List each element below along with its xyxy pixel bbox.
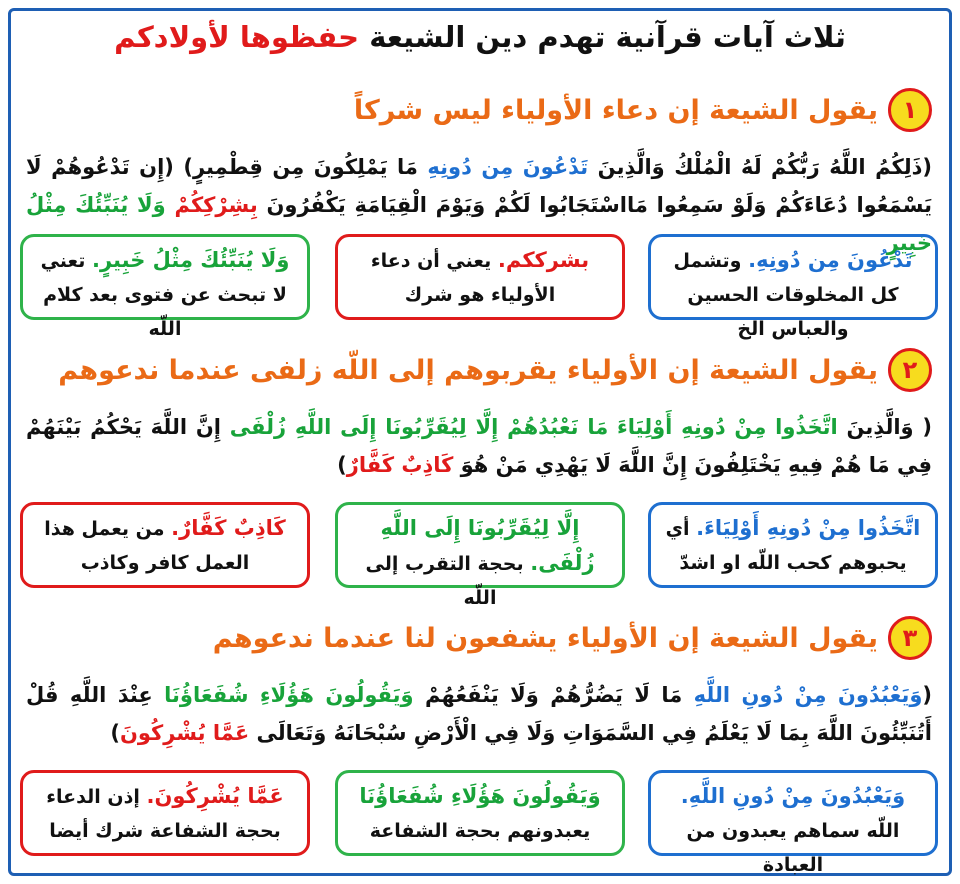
section-3-verse <box>26 676 932 752</box>
verse-highlight: تَدْعُونَ مِن دُونِهِ <box>427 155 589 179</box>
section-1-number-badge: ١ <box>888 88 932 132</box>
section-1-heading <box>354 88 932 132</box>
verse-text: عِنْدَ اللَّهِ قُلْ أَتُنَبِّئُونَ اللَّهَ بِمَا لَا يَعْلَمُ فِي السَّمَوَاتِ وَلَا فِي الْأَرْضِ سُبْحَانَهُ وَتَعَالَى <box>26 683 932 745</box>
verse-highlight: كَاذِبٌ كَفَّارٌ <box>346 453 454 477</box>
title-highlight: حفظوها لأولادكم <box>114 20 360 54</box>
section-2-box-3 <box>20 502 310 588</box>
box-text: يعني أن دعاء الأولياء هو شرك <box>370 250 556 306</box>
box-text: اللّه سماهم يعبدون من العبادة <box>686 820 900 876</box>
section-1-box-1 <box>648 234 938 340</box>
box-text: وتشمل كل المخلوقات الحسين والعباس الخ <box>673 250 899 340</box>
verse-text: مَا لَا يَضُرُّهُمْ وَلَا يَنْفَعُهُمْ <box>413 683 694 707</box>
verse-text: مَا يَمْلِكُونَ مِن قِطْمِيرٍ) (إِن تَدْعُوهُمْ لَا يَسْمَعُوا دُعَاءَكُمْ وَلَوْ سَمِعُوا مَااسْتَجَابُوا لَكُمْ وَيَوْمَ الْقِيَامَةِ يَكْفُرُونَ <box>26 155 932 217</box>
box-highlight: وَيَقُولُونَ هَؤُلَاءِ شُفَعَاؤُنَا <box>359 784 601 808</box>
verse-highlight: وَيَقُولُونَ هَؤُلَاءِ شُفَعَاؤُنَا <box>164 683 414 707</box>
title-main: ثلاث آيات قرآنية تهدم دين الشيعة <box>369 20 846 54</box>
section-2-box-2 <box>335 502 625 609</box>
section-3-box-3 <box>20 770 310 856</box>
section-3-box-1 <box>648 770 938 876</box>
box-text: تعني لا تبحث عن فتوى بعد كلام اللّه <box>40 250 287 340</box>
section-2-heading-text: يقول الشيعة إن الأولياء يقربوهم إلى اللّه زلفى عندما ندعوهم <box>58 354 878 386</box>
section-2-box-1 <box>648 502 938 588</box>
box-highlight: عَمَّا يُشْرِكُونَ. <box>146 784 284 808</box>
verse-text: ( وَالَّذِينَ <box>837 415 932 439</box>
verse-text: إِنَّ اللَّهَ يَحْكُمُ بَيْنَهُمْ فِي مَا هُمْ فِيهِ يَخْتَلِفُونَ إِنَّ اللَّهَ لَا يَهْدِي مَنْ هُوَ <box>26 415 932 477</box>
section-1-box-3 <box>20 234 310 340</box>
box-highlight: كَاذِبٌ كَفَّارٌ. <box>171 516 286 540</box>
box-text: أي يحبوهم كحب اللّه او اشدّ <box>665 518 907 574</box>
box-highlight: وَيَعْبُدُونَ مِنْ دُونِ اللَّهِ. <box>680 784 906 808</box>
verse-text <box>166 193 175 217</box>
verse-text: ) <box>110 721 120 745</box>
box-text: بحجة التقرب إلى اللّه <box>365 553 531 609</box>
section-3-box-2 <box>335 770 625 856</box>
section-2-heading <box>58 348 932 392</box>
verse-highlight: وَلَا يُنَبِّئُكَ مِثْلُ خَبِيرٍ <box>26 193 932 255</box>
section-3-number-badge: ٣ <box>888 616 932 660</box>
section-3-heading-text: يقول الشيعة إن الأولياء يشفعون لنا عندما ندعوهم <box>212 622 878 654</box>
section-1-heading-text: يقول الشيعة إن دعاء الأولياء ليس شركاً <box>353 94 878 126</box>
verse-text: (ذَلِكُمُ اللَّهُ رَبُّكُمْ لَهُ الْمُلْكُ وَالَّذِينَ <box>588 155 933 179</box>
box-highlight: تَدْعُونَ مِن دُونِهِ. <box>748 248 913 272</box>
section-1-box-2 <box>335 234 625 320</box>
box-highlight: بشرككم. <box>497 248 590 272</box>
verse-highlight: بِشِرْكِكُمْ <box>174 193 258 217</box>
box-highlight: وَلَا يُنَبِّئُكَ مِثْلُ خَبِيرٍ. <box>92 248 290 272</box>
page-title <box>40 20 920 54</box>
section-2-number-badge: ٢ <box>888 348 932 392</box>
verse-highlight: وَيَعْبُدُونَ مِنْ دُونِ اللَّهِ <box>693 683 923 707</box>
section-2-verse <box>26 408 932 484</box>
verse-text: ) <box>337 453 347 477</box>
verse-highlight: عَمَّا يُشْرِكُونَ <box>119 721 250 745</box>
box-text: يعبدونهم بحجة الشفاعة <box>369 820 591 842</box>
verse-highlight: اتَّخَذُوا مِنْ دُونِهِ أَوْلِيَاءَ مَا نَعْبُدُهُمْ إِلَّا لِيُقَرِّبُونَا إِلَى اللَّهِ زُلْفَى <box>229 415 838 439</box>
box-text: إذن الدعاء بحجة الشفاعة شرك أيضا <box>46 786 281 842</box>
box-highlight: إِلَّا لِيُقَرِّبُونَا إِلَى اللَّهِ زُلْفَى. <box>380 516 595 575</box>
section-3-heading <box>213 616 932 660</box>
verse-text: ( <box>922 683 933 707</box>
box-text: من يعمل هذا العمل كافر وكاذب <box>44 518 250 574</box>
box-highlight: اتَّخَذُوا مِنْ دُونِهِ أَوْلِيَاءَ. <box>696 516 921 540</box>
